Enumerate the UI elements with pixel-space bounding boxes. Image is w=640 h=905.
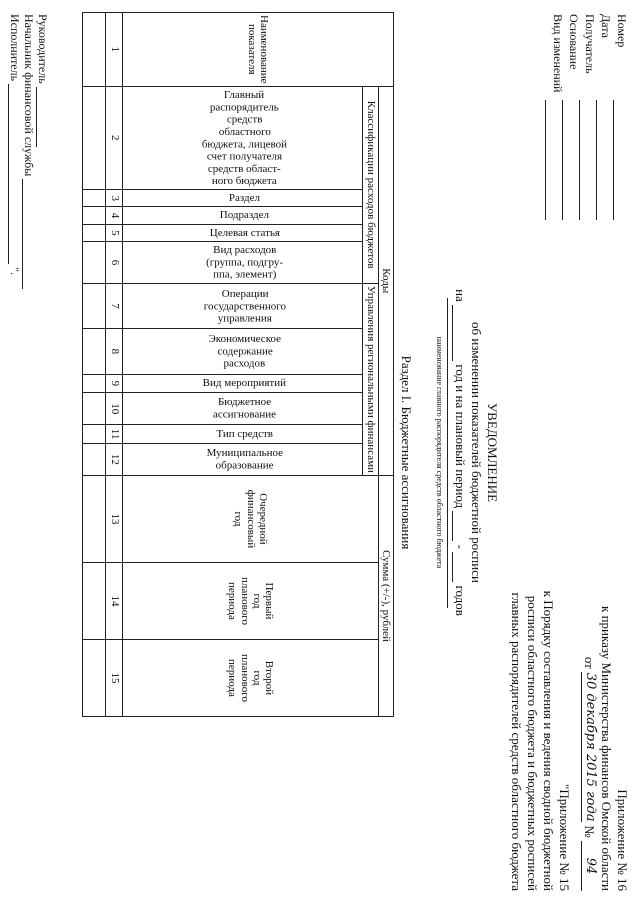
col-num-13: 13 — [106, 475, 123, 562]
signature-head: Руководитель — [36, 14, 50, 289]
col-num-8: 8 — [106, 329, 123, 374]
title-block — [431, 0, 500, 905]
order-ref-line-3: росписи областного бюджета и бюджетных росписей — [525, 595, 540, 891]
signature-executor: Исполнитель ". — [8, 14, 22, 276]
col-num-12: 12 — [106, 443, 123, 475]
col-municipality: Муниципальное образование — [123, 443, 363, 475]
date-underline — [596, 100, 613, 220]
order-ref-line-2: к Порядку составления и ведения сводной бюджетной — [541, 590, 556, 891]
from-label: от — [582, 656, 597, 669]
col-num-9: 9 — [106, 374, 123, 393]
col-num-4: 4 — [106, 207, 123, 224]
col-num-2: 2 — [106, 86, 123, 190]
codes-header: Коды — [378, 86, 393, 475]
regional-header: Управления региональными финансами — [363, 283, 378, 475]
col-num-10: 10 — [106, 393, 123, 425]
plan-year-2-blank — [452, 552, 453, 582]
sum-header: Сумма (+/-), рублей — [378, 475, 393, 716]
order-ref-line-4: главных распорядителей средств областного бюджета — [509, 592, 524, 891]
period-line — [452, 0, 468, 905]
col-num-5: 5 — [106, 224, 123, 241]
header-fields — [550, 14, 630, 92]
col-gov-operations: Операции государственного управления — [123, 283, 363, 328]
col-plan-year-2: Второй год планового периода — [123, 639, 378, 716]
empty-data-row — [83, 13, 106, 717]
field-basis: Основание — [567, 14, 581, 70]
period-prefix: на — [453, 289, 468, 302]
distributor-line — [447, 298, 448, 608]
col-num-3: 3 — [106, 190, 123, 207]
field-recipient: Получатель — [583, 14, 597, 74]
number-label: № — [582, 825, 597, 838]
col-plan-year-1: Первый год планового периода — [123, 562, 378, 639]
document-title: УВЕДОМЛЕНИЕ — [485, 402, 500, 503]
recipient-underline — [579, 100, 596, 220]
field-date: Дата — [599, 14, 613, 38]
appendix-number: Приложение № 16 — [615, 789, 630, 891]
basis-underline — [562, 100, 579, 220]
col-num-6: 6 — [106, 241, 123, 283]
document-subtitle: об изменении показателей бюджетной росписи — [469, 322, 484, 583]
year-blank — [452, 305, 453, 361]
col-activity-type: Вид мероприятий — [123, 374, 363, 393]
budget-class-header: Классификации расходов бюджетов — [363, 86, 378, 283]
order-ref-line-1: "Приложение № 15 — [557, 784, 572, 891]
col-budget-allocation: Бюджетное ассигнование — [123, 393, 363, 425]
col-num-11: 11 — [106, 425, 123, 444]
appendix-order: к приказу Министерства финансов Омской области — [599, 606, 614, 891]
appendix-block — [581, 606, 630, 891]
col-economic-content: Экономическое содержание расходов — [123, 329, 363, 374]
change-type-underline — [545, 100, 562, 220]
col-main-distributor: Главный распорядитель средств областного бюджета, лицевой счет получателя средств област- ного бюджета — [123, 86, 363, 190]
col-expense-type: Вид расходов (группа, подгру- ппа, элемент) — [123, 241, 363, 283]
handwritten-number: 94 — [581, 841, 598, 891]
section-title: Раздел I. Бюджетные ассигнования — [399, 355, 414, 550]
number-underline — [613, 100, 630, 220]
field-change-type: Вид изменений — [551, 14, 565, 93]
period-dash: - — [453, 544, 468, 550]
col-num-14: 14 — [106, 562, 123, 639]
col-num-15: 15 — [106, 639, 123, 716]
col-funds-type: Тип средств — [123, 425, 363, 444]
appendix-date-line — [581, 606, 598, 891]
col-subsection: Подраздел — [123, 207, 363, 224]
order-reference — [508, 591, 572, 891]
handwritten-date: 30 декабря 2015 года — [583, 672, 598, 822]
col-num-1: 1 — [106, 13, 123, 87]
plan-year-1-blank — [452, 511, 453, 541]
header-row-1 — [378, 13, 393, 717]
allocations-table — [82, 12, 394, 717]
period-suffix: годов — [453, 585, 468, 616]
signature-finance: Начальник финансовой службы — [22, 14, 36, 289]
header-row-2 — [363, 13, 378, 717]
col-target-article: Целевая статья — [123, 224, 363, 241]
period-middle: год и на плановый период — [453, 364, 468, 509]
field-underlines — [545, 100, 630, 220]
col-num-7: 7 — [106, 283, 123, 328]
col-indicator-name: Наименование показателя — [123, 13, 394, 87]
distributor-caption: наименование главного распорядителя средств областного бюджета — [435, 336, 444, 569]
field-number: Номер — [615, 14, 629, 48]
col-current-year: Очередной финансовый год — [123, 475, 378, 562]
col-section: Раздел — [123, 190, 363, 207]
signature-block — [8, 14, 50, 289]
column-numbers-row — [106, 13, 123, 717]
